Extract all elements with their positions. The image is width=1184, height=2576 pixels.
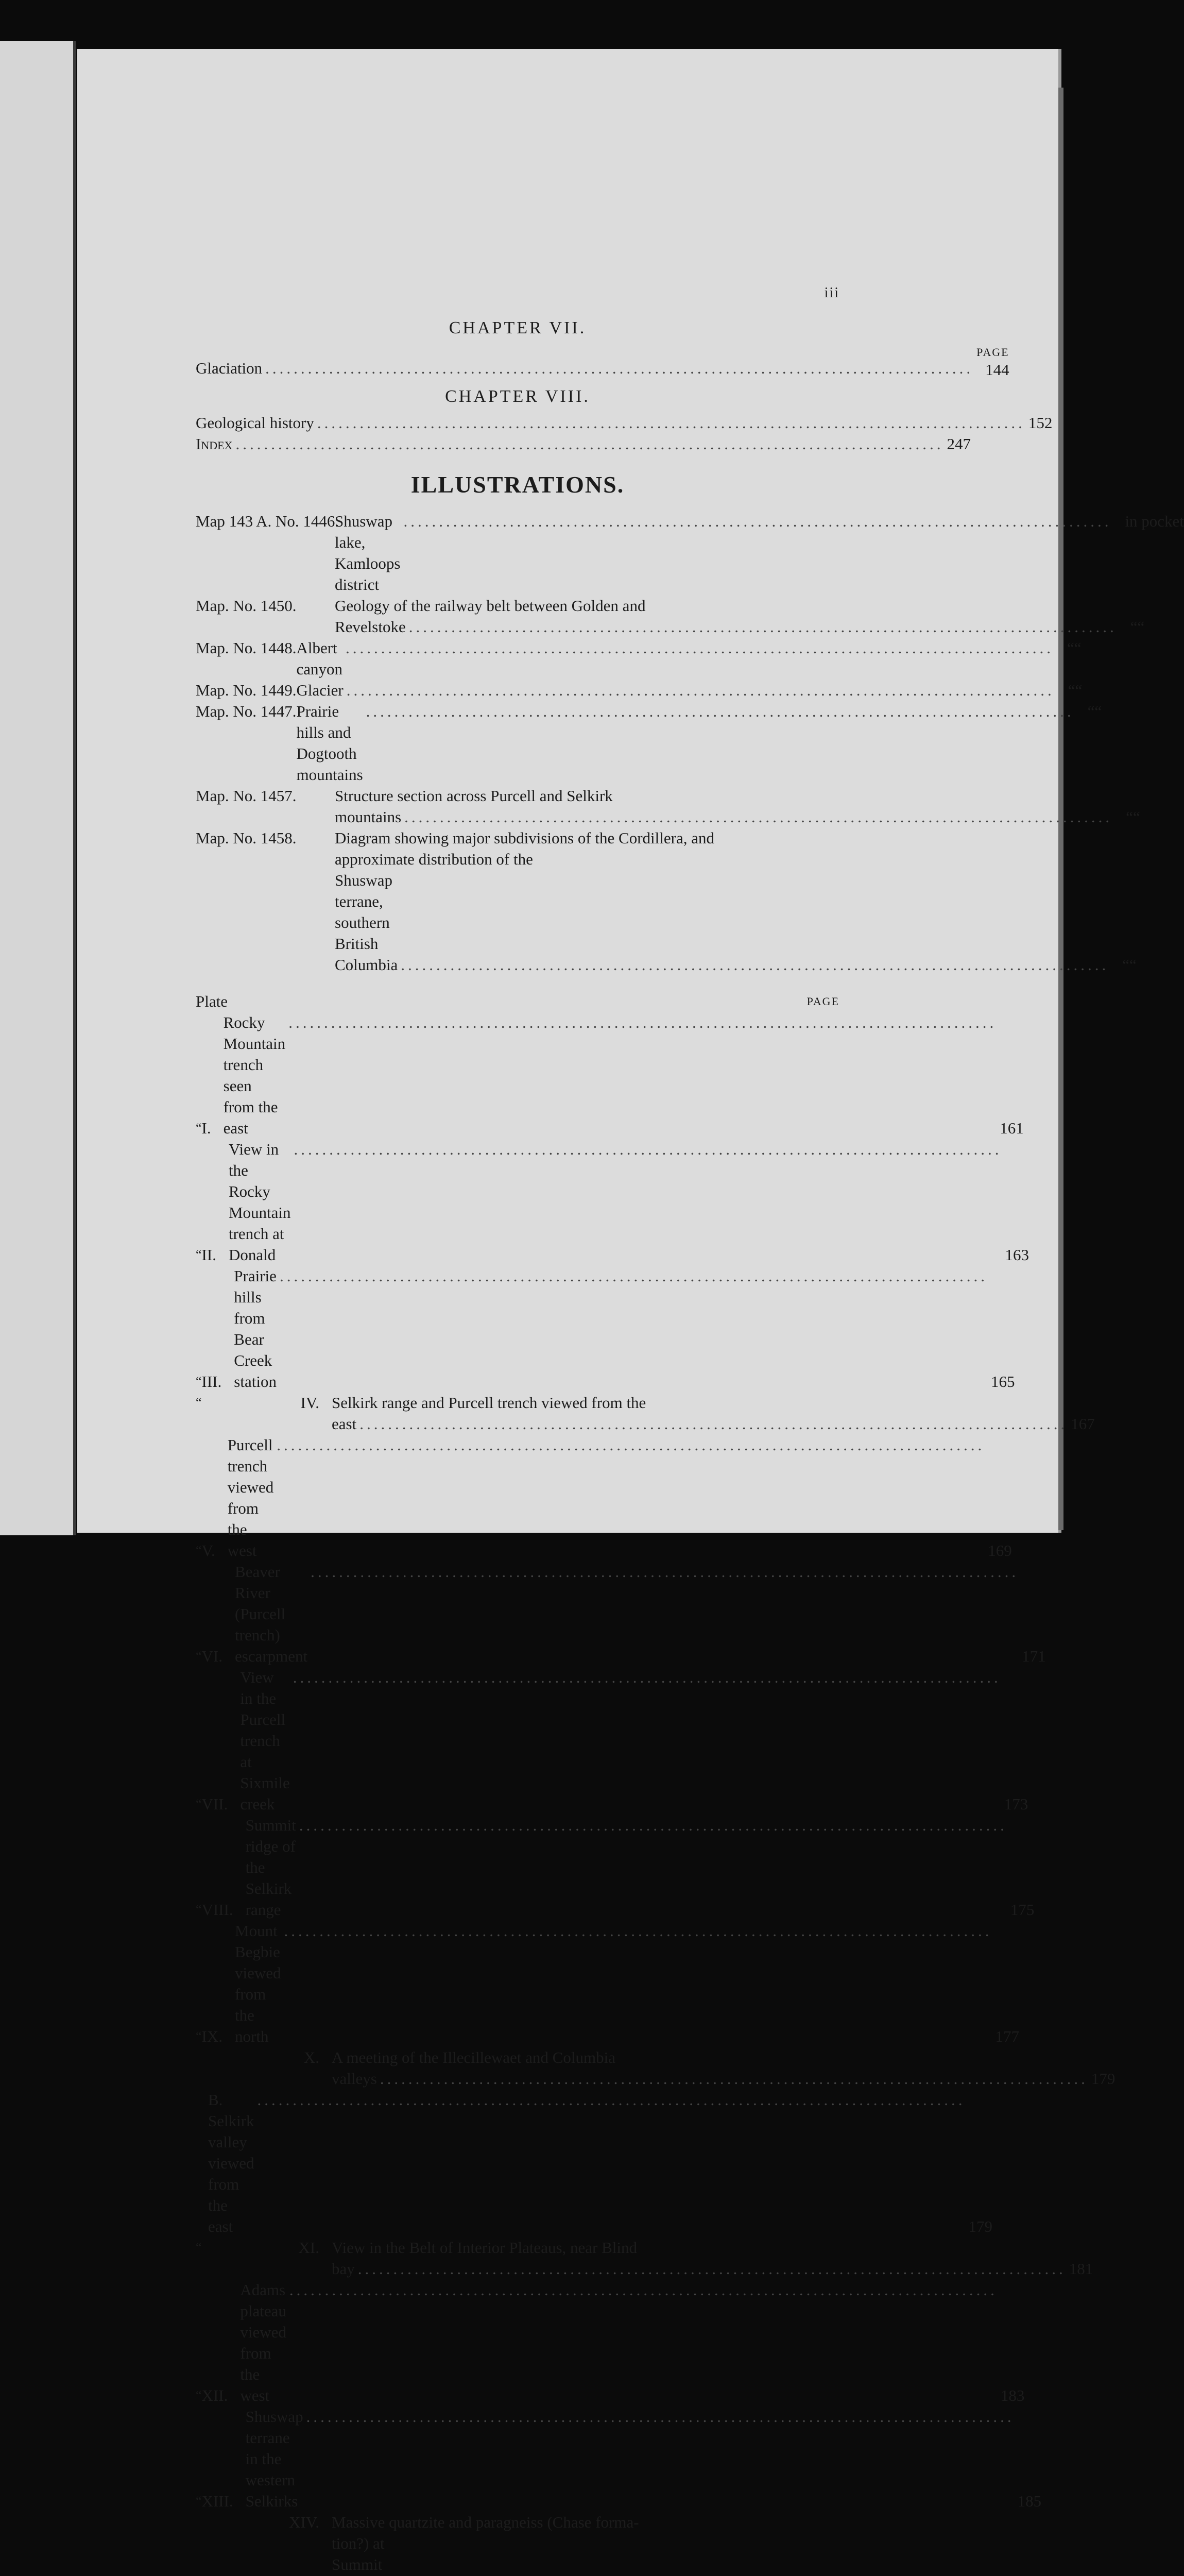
plate-number: X. [303,2048,319,2066]
plate-number: VII. [201,1795,228,1813]
map-entry [196,701,1102,785]
plate-row [196,1392,839,1413]
plate-title [234,1265,991,1392]
map-location-1: “ [1130,618,1138,636]
plate-row-cont [332,2533,839,2576]
plate-title-cont: valleys [332,2070,377,2088]
chapter-heading: CHAPTER VIII. [445,387,590,406]
plate-entry [196,2406,1042,2512]
map-number: Map 143 A. No. 1446. [196,512,339,530]
map-row [196,637,1082,680]
map-location-2: “ [1094,702,1102,720]
map-location-1: “ [1122,956,1130,974]
plate-entry [196,2237,1093,2279]
plate-page: 161 [1000,1119,1024,1137]
plate-number: II. [201,1246,216,1264]
plate-row [196,1434,1012,1561]
plate-entry [196,1392,1095,1434]
map-number: Map. No. 1457. [196,787,297,805]
map-number: Map. No. 1449. [196,681,297,699]
leader-dots: .................................................................................................... [306,2408,1015,2426]
illustrations-heading: ILLUSTRATIONS. [410,471,625,498]
map-entry [196,637,1082,680]
ditto-mark: “ [196,1797,202,1811]
plate-row-cont [332,1413,1095,1434]
left-page-edge [0,41,76,1535]
plate-title [224,1012,1000,1139]
plate-row [196,1012,1024,1139]
plate-entry [196,1265,1015,1392]
ditto-mark: “ [196,1395,202,1410]
plate-row-cont [332,2258,1093,2279]
plate-title: Selkirk range and Purcell trench viewed from the [332,1394,646,1412]
map-title-text: Shuswap lake, Kamloops district [335,512,401,594]
plate-page: 167 [1071,1415,1095,1433]
plate-row [196,1920,1020,2047]
plate-page: 179 [968,2217,993,2235]
map-list [196,511,1184,975]
map-location-1: “ [1068,681,1075,699]
plate-number: VI. [201,1647,223,1665]
map-title-text: Glacier [296,681,344,699]
leader-dots: .................................................................................................... [346,681,1055,699]
plate-row [196,1815,1035,1920]
map-location [1120,616,1145,637]
map-row [196,511,1184,595]
page-column-label: PAGE [976,346,1009,359]
map-number: Map. No. 1447. [196,702,297,720]
plate-title-text: Summit ridge of the Selkirk range [245,1816,296,1919]
plate-entry [196,1667,1028,1815]
plate-row [196,2237,839,2258]
plate-title-text: Rocky Mountain trench seen from the east [223,1013,286,1137]
plate-title [235,1561,1022,1667]
leader-dots: .................................................................................................... [401,956,1109,974]
plate-title [246,2406,1018,2512]
leader-dots: .................................................................................................... [404,808,1113,826]
plate-entry [196,1434,1012,1561]
plate-number: V. [201,1541,215,1560]
leader-dots: .................................................................................................... [284,1922,992,1940]
plate-title-text: Mount Begbie viewed from the north [235,1922,281,2045]
plate-title-text: Adams plateau viewed from the west [240,2281,286,2404]
map-location-2: “ [1075,681,1083,699]
map-location [1058,680,1083,701]
plate-page: 183 [1000,2386,1025,2404]
leader-dots: .................................................................................................... [359,1415,1068,1433]
map-row [196,595,839,616]
leader-dots: .................................................................................................... [293,1668,1001,1686]
plate-entry [196,1012,1024,1139]
map-number: Map. No. 1458. [196,829,297,847]
map-title: Geology of the railway belt between Golden and [335,597,646,615]
map-location-1: “ [1126,808,1133,826]
plate-title-text: Beaver River (Purcell trench) escarpment [235,1563,308,1665]
map-title: Diagram showing major subdivisions of the Cordillera, and approximate distribution of the [335,829,714,868]
toc-entry [196,412,1053,433]
plate-number: XIV. [289,2513,319,2531]
plate-number: XI. [298,2239,319,2257]
leader-dots: .................................................................................................... [357,2260,1066,2278]
plate-title-text: Purcell trench viewed from the west [227,1436,274,1560]
plate-title [240,1667,1004,1815]
plate-title-text: Shuswap terrane in the western Selkirks [245,2408,303,2510]
ditto-mark: “ [196,1649,202,1664]
map-row [196,785,839,806]
leader-dots: .................................................................................................... [311,1563,1019,1581]
plate-title: View in the Belt of Interior Plateaus, near Blind [332,2239,638,2257]
plate-row [196,2406,1042,2512]
map-location-2: “ [1129,956,1137,974]
plate-title-cont: east [332,1415,357,1433]
page-content [196,283,1184,2576]
plate-page: 175 [1010,1901,1035,1919]
plate-page: 177 [995,2027,1020,2045]
map-entry [196,785,1140,827]
map-row-cont [335,870,1137,975]
plate-title-text: B. Selkirk valley viewed from the east [208,2091,254,2235]
plate-title [235,1920,996,2047]
toc-page: 247 [947,435,971,453]
chapter-heading: CHAPTER VII. [449,318,587,337]
plate-title: A meeting of the Illecillewaet and Columbia [332,2048,615,2066]
map-title [296,637,1057,680]
toc-title: Index [196,435,233,453]
leader-dots: .................................................................................................... [277,1436,985,1454]
ditto-mark: “ [196,1374,202,1389]
map-row [196,701,1102,785]
plate-column-label: Plate [196,992,228,1010]
plate-page: 173 [1004,1795,1028,1813]
map-location [1112,954,1137,975]
map-title-cont: mountains [335,808,402,826]
leader-dots: .................................................................................................... [288,1013,997,1031]
plate-page: 181 [1069,2260,1093,2278]
ditto-mark: “ [196,2029,202,2044]
plate-header [196,991,839,1012]
map-row-cont [335,806,1140,827]
plate-row [196,1139,1029,1265]
plate-page: 169 [988,1541,1012,1560]
ditto-mark: “ [196,1543,202,1558]
plate-number: III. [201,1372,222,1391]
plate-title [228,1434,988,1561]
map-title [335,511,1114,595]
toc-entry [196,344,1009,379]
leader-dots: .................................................................................................... [317,414,1025,432]
plate-number: IV. [300,1394,319,1412]
leader-dots: .................................................................................................... [408,618,1117,636]
plate-entry [196,2512,839,2576]
ditto-mark: “ [196,1247,202,1262]
map-location-2: “ [1137,618,1145,636]
map-title-text: Albert canyon [296,639,342,678]
leader-dots: .................................................................................................... [380,2070,1088,2088]
plate-title [208,2089,969,2237]
map-title: Structure section across Purcell and Selkirk [335,787,613,805]
plate-row [196,2512,839,2533]
page-column-label: PAGE [807,995,839,1008]
plate-entry [196,2047,1116,2089]
map-title-text: Prairie hills and Dogtooth mountains [296,702,363,784]
leader-dots: .................................................................................................... [279,1267,988,1285]
plate-number: I. [201,1119,211,1137]
plate-row [196,1265,1015,1392]
plate-row [196,2089,993,2237]
ditto-mark: “ [196,2494,202,2509]
plate-number: IX. [201,2027,223,2045]
leader-dots: .................................................................................................... [299,1816,1007,1834]
plate-page: 165 [990,1372,1015,1391]
plate-number: XIII. [201,2492,233,2510]
toc-entry [196,433,971,454]
plate-title-text: View in the Purcell trench at Sixmile creek [240,1668,290,1813]
leader-dots: .................................................................................................... [235,435,944,453]
map-location-1: “ [1087,702,1095,720]
plate-title-text: View in the Rocky Mountain trench at Donald [228,1140,291,1264]
plate-entry [196,1139,1029,1265]
plate-title-cont: tion?) at Summit [332,2534,385,2573]
plate-title [240,2279,1001,2406]
map-title-cont: Shuswap terrane, southern British Columbia [335,871,398,974]
leader-dots: .................................................................................................... [294,1140,1002,1158]
plate-row [196,1667,1028,1815]
page-number: iii [824,285,839,301]
plate-title: Massive quartzite and paragneiss (Chase forma- [332,2513,639,2531]
leader-dots: .................................................................................................... [289,2281,998,2299]
map-entry [196,511,1184,595]
map-row-cont [335,616,1145,637]
leader-dots: .................................................................................................... [265,359,974,377]
plate-number: VIII. [201,1901,233,1919]
map-number: Map. No. 1448. [196,639,297,657]
map-location [1077,701,1102,785]
map-location-2: “ [1074,639,1082,657]
map-entry [196,595,1145,637]
plate-row [196,1561,1046,1667]
map-location-2: “ [1132,808,1140,826]
leader-dots: .................................................................................................... [366,702,1074,720]
toc-page: 144 [985,361,1009,379]
map-location [1057,637,1082,680]
plate-entry [196,1815,1035,1920]
plate-list [196,1012,1116,2576]
toc-title: Geological history [196,414,314,432]
ditto-mark: “ [196,1902,202,1917]
map-entry [196,827,1137,975]
plate-title-text: Prairie hills from Bear Creek station [234,1267,277,1391]
plate-row [196,2279,1025,2406]
plate-entry [196,2279,1025,2406]
leader-dots: .................................................................................................... [403,512,1112,530]
toc-title: Glaciation [196,359,263,377]
ditto-mark: “ [196,2388,202,2403]
map-title [296,701,1077,785]
map-number: Map. No. 1450. [196,597,297,615]
leader-dots: .................................................................................................... [345,639,1054,657]
plate-title-cont: bay [332,2260,355,2278]
map-entry [196,680,1083,701]
plate-row [196,2047,839,2068]
ditto-mark: “ [196,1121,202,1136]
plate-page: 163 [1005,1246,1029,1264]
map-title [296,680,1057,701]
map-location [1116,806,1140,827]
plate-number: XII. [201,2386,228,2404]
plate-page: 179 [1091,2070,1116,2088]
plate-entry [196,2089,993,2237]
plate-row-cont [332,2068,1116,2089]
map-location [1114,511,1184,595]
plate-page: 185 [1017,2492,1042,2510]
map-location-1: in pocket [1125,512,1184,530]
plate-title [246,1815,1010,1920]
toc-page: 152 [1028,414,1053,432]
plate-entry [196,1920,1020,2047]
plate-entry [196,1561,1046,1667]
plate-page: 171 [1022,1647,1046,1665]
leader-dots: .................................................................................................... [257,2091,966,2109]
map-location-1: “ [1067,639,1074,657]
map-row [196,827,839,870]
plate-title [229,1139,1005,1265]
map-row [196,680,1083,701]
ditto-mark: “ [196,2240,202,2255]
map-title-cont: Revelstoke [335,618,406,636]
